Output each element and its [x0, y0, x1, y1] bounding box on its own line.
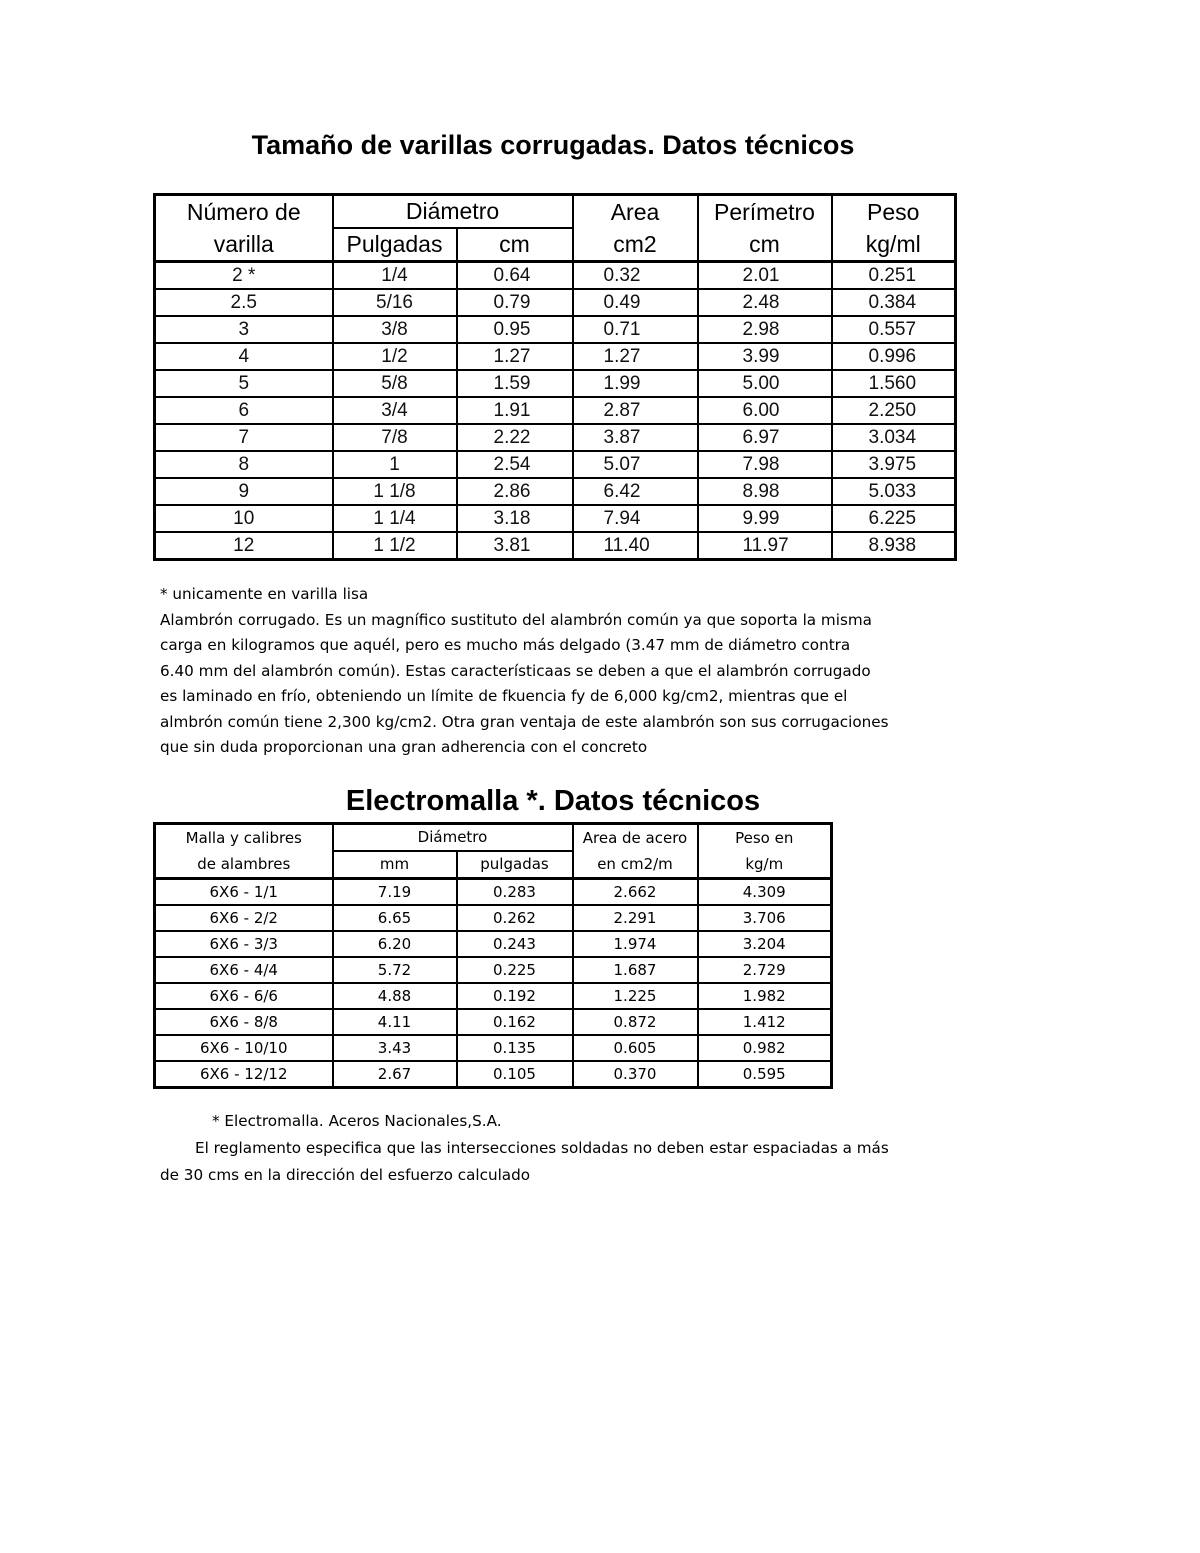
table-cell: 2.98	[698, 316, 832, 343]
electromalla-table	[153, 822, 833, 1089]
table-cell: 2.67	[333, 1061, 457, 1088]
table-row	[155, 370, 956, 397]
table-cell: 1/2	[333, 343, 457, 370]
table1-title: Tamaño de varillas corrugadas. Datos técnicos	[251, 130, 855, 160]
table-cell: 4.309	[698, 879, 832, 906]
table-cell: 0.283	[457, 879, 573, 906]
table-cell: 0.225	[457, 957, 573, 983]
table-cell: 1.27	[573, 343, 698, 370]
table-cell: 0.557	[832, 316, 956, 343]
table-cell: 6	[155, 397, 333, 424]
table-cell: 7.98	[698, 451, 832, 478]
table-cell: 7.94	[573, 505, 698, 532]
table-cell: 2.22	[457, 424, 573, 451]
notes-line: El reglamento especifica que las intersecciones soldadas no deben estar espaciadas a más	[195, 1139, 889, 1157]
table-cell: 3.975	[832, 451, 956, 478]
notes-line: carga en kilogramos que aquél, pero es mucho más delgado (3.47 mm de diámetro contra	[160, 636, 851, 654]
table-cell: 6.97	[698, 424, 832, 451]
table-row	[155, 1009, 832, 1035]
electromalla-notes	[160, 1108, 960, 1189]
table-cell: 6X6 - 10/10	[155, 1035, 333, 1061]
table-cell: 6.20	[333, 931, 457, 957]
table-row	[155, 478, 956, 505]
table-cell: 6X6 - 1/1	[155, 879, 333, 906]
table-cell: 1.412	[698, 1009, 832, 1035]
table-cell: 0.162	[457, 1009, 573, 1035]
table-cell: 1.982	[698, 983, 832, 1009]
table-cell: 8	[155, 451, 333, 478]
table-cell: 0.49	[573, 289, 698, 316]
table-cell: 0.996	[832, 343, 956, 370]
rebar-footnote: * unicamente en varilla lisa	[160, 585, 369, 603]
table-cell: 1.974	[573, 931, 698, 957]
table-cell: 5/16	[333, 289, 457, 316]
table-cell: 6.65	[333, 905, 457, 931]
table-cell: 0.384	[832, 289, 956, 316]
table-row	[155, 879, 832, 906]
table-cell: 1.560	[832, 370, 956, 397]
table-cell: 0.595	[698, 1061, 832, 1088]
table-row	[155, 316, 956, 343]
table-row	[155, 1061, 832, 1088]
table-cell: 6X6 - 12/12	[155, 1061, 333, 1088]
table-cell: 3.18	[457, 505, 573, 532]
table-cell: 2.662	[573, 879, 698, 906]
notes-line: 6.40 mm del alambrón común). Estas característicaas se deben a que el alambrón corrugado	[160, 661, 871, 680]
table-cell: 3.706	[698, 905, 832, 931]
table-cell: 1 1/4	[333, 505, 457, 532]
table-cell: 1.687	[573, 957, 698, 983]
header-malla-line2: de alambres	[155, 851, 333, 879]
table-cell: 2.48	[698, 289, 832, 316]
header-area: Area	[573, 195, 698, 229]
table-row	[155, 983, 832, 1009]
table-cell: 0.32	[573, 262, 698, 290]
table-cell: 0.135	[457, 1035, 573, 1061]
table-cell: 7	[155, 424, 333, 451]
table-cell: 7.19	[333, 879, 457, 906]
table-cell: 0.64	[457, 262, 573, 290]
notes-line: Alambrón corrugado. Es un magnífico sustituto del alambrón común ya que soporta la misma	[160, 610, 872, 629]
table-row	[155, 451, 956, 478]
notes-line: de 30 cms en la dirección del esfuerzo calculado	[160, 1166, 531, 1184]
table-cell: 2 *	[155, 262, 333, 290]
table-cell: 6.00	[698, 397, 832, 424]
table-cell: 11.40	[573, 532, 698, 560]
table-cell: 12	[155, 532, 333, 560]
table-row	[155, 931, 832, 957]
header-cm: cm	[457, 228, 573, 262]
header-diametro: Diámetro	[333, 824, 573, 852]
table-cell: 1.225	[573, 983, 698, 1009]
table-cell: 2.250	[832, 397, 956, 424]
table-cell: 11.97	[698, 532, 832, 560]
table-cell: 0.243	[457, 931, 573, 957]
header-mm: mm	[333, 851, 457, 879]
table2-title: Electromalla *. Datos técnicos	[345, 785, 761, 817]
table-cell: 1/4	[333, 262, 457, 290]
header-area-acero: Area de acero	[573, 824, 698, 852]
table-cell: 0.605	[573, 1035, 698, 1061]
table-row	[155, 289, 956, 316]
table-cell: 6.225	[832, 505, 956, 532]
table-row	[155, 262, 956, 290]
table-cell: 4	[155, 343, 333, 370]
table-cell: 3/8	[333, 316, 457, 343]
table-cell: 1 1/2	[333, 532, 457, 560]
header-perimetro-unit: cm	[698, 228, 832, 262]
table-cell: 1.59	[457, 370, 573, 397]
table-cell: 10	[155, 505, 333, 532]
table-cell: 5	[155, 370, 333, 397]
table-row	[155, 905, 832, 931]
table-cell: 6X6 - 4/4	[155, 957, 333, 983]
header-numero: Número de	[155, 195, 333, 229]
table-row	[155, 397, 956, 424]
table-cell: 0.251	[832, 262, 956, 290]
table-cell: 2.54	[457, 451, 573, 478]
header-numero-line2: varilla	[155, 228, 333, 262]
table-cell: 5.00	[698, 370, 832, 397]
table-cell: 2.5	[155, 289, 333, 316]
table-cell: 6X6 - 2/2	[155, 905, 333, 931]
table-cell: 1.91	[457, 397, 573, 424]
table-cell: 4.88	[333, 983, 457, 1009]
table-cell: 5.033	[832, 478, 956, 505]
table-row	[155, 532, 956, 560]
table-cell: 8.938	[832, 532, 956, 560]
table-cell: 6.42	[573, 478, 698, 505]
header-peso: Peso en	[698, 824, 832, 852]
notes-line: almbrón común tiene 2,300 kg/cm2. Otra gran ventaja de este alambrón son sus corrugaciones	[160, 712, 889, 731]
table-cell: 1.99	[573, 370, 698, 397]
table-row	[155, 343, 956, 370]
table-cell: 2.86	[457, 478, 573, 505]
table-cell: 0.370	[573, 1061, 698, 1088]
table-row	[155, 1035, 832, 1061]
header-peso: Peso	[832, 195, 956, 229]
table-cell: 0.71	[573, 316, 698, 343]
header-area-unit: en cm2/m	[573, 851, 698, 879]
table-cell: 3.99	[698, 343, 832, 370]
table-cell: 2.729	[698, 957, 832, 983]
table-cell: 3.81	[457, 532, 573, 560]
notes-line: que sin duda proporcionan una gran adherencia con el concreto	[160, 738, 648, 756]
table-row	[155, 957, 832, 983]
table-cell: 5.07	[573, 451, 698, 478]
table-cell: 3	[155, 316, 333, 343]
table-cell: 0.95	[457, 316, 573, 343]
header-peso-unit: kg/ml	[832, 228, 956, 262]
table-cell: 4.11	[333, 1009, 457, 1035]
table-cell: 9.99	[698, 505, 832, 532]
header-perimetro: Perímetro	[698, 195, 832, 229]
table-cell: 2.87	[573, 397, 698, 424]
table-cell: 3.034	[832, 424, 956, 451]
header-pulgadas: Pulgadas	[333, 228, 457, 262]
table-cell: 9	[155, 478, 333, 505]
table-cell: 5.72	[333, 957, 457, 983]
table-cell: 6X6 - 3/3	[155, 931, 333, 957]
table-cell: 3.204	[698, 931, 832, 957]
table-cell: 3.87	[573, 424, 698, 451]
table-cell: 2.291	[573, 905, 698, 931]
header-pulgadas: pulgadas	[457, 851, 573, 879]
table-cell: 0.192	[457, 983, 573, 1009]
table-cell: 1	[333, 451, 457, 478]
table-cell: 7/8	[333, 424, 457, 451]
table-cell: 6X6 - 6/6	[155, 983, 333, 1009]
header-peso-unit: kg/m	[698, 851, 832, 879]
table-cell: 8.98	[698, 478, 832, 505]
header-malla: Malla y calibres	[155, 824, 333, 852]
table-cell: 0.79	[457, 289, 573, 316]
table-cell: 5/8	[333, 370, 457, 397]
table-cell: 3.43	[333, 1035, 457, 1061]
table-cell: 1 1/8	[333, 478, 457, 505]
header-area-unit: cm2	[573, 228, 698, 262]
table-cell: 0.982	[698, 1035, 832, 1061]
table-cell: 3/4	[333, 397, 457, 424]
table-cell: 1.27	[457, 343, 573, 370]
rebar-notes	[160, 582, 960, 761]
table-cell: 0.262	[457, 905, 573, 931]
table-cell: 6X6 - 8/8	[155, 1009, 333, 1035]
table-row	[155, 424, 956, 451]
table-cell: 2.01	[698, 262, 832, 290]
table-row	[155, 505, 956, 532]
table-cell: 0.872	[573, 1009, 698, 1035]
table-cell: 0.105	[457, 1061, 573, 1088]
rebar-table	[153, 193, 957, 561]
electromalla-footnote: * Electromalla. Aceros Nacionales,S.A.	[212, 1112, 502, 1130]
header-diametro: Diámetro	[333, 195, 573, 229]
notes-line: es laminado en frío, obteniendo un límite de fkuencia fy de 6,000 kg/cm2, mientras que el	[160, 687, 848, 705]
